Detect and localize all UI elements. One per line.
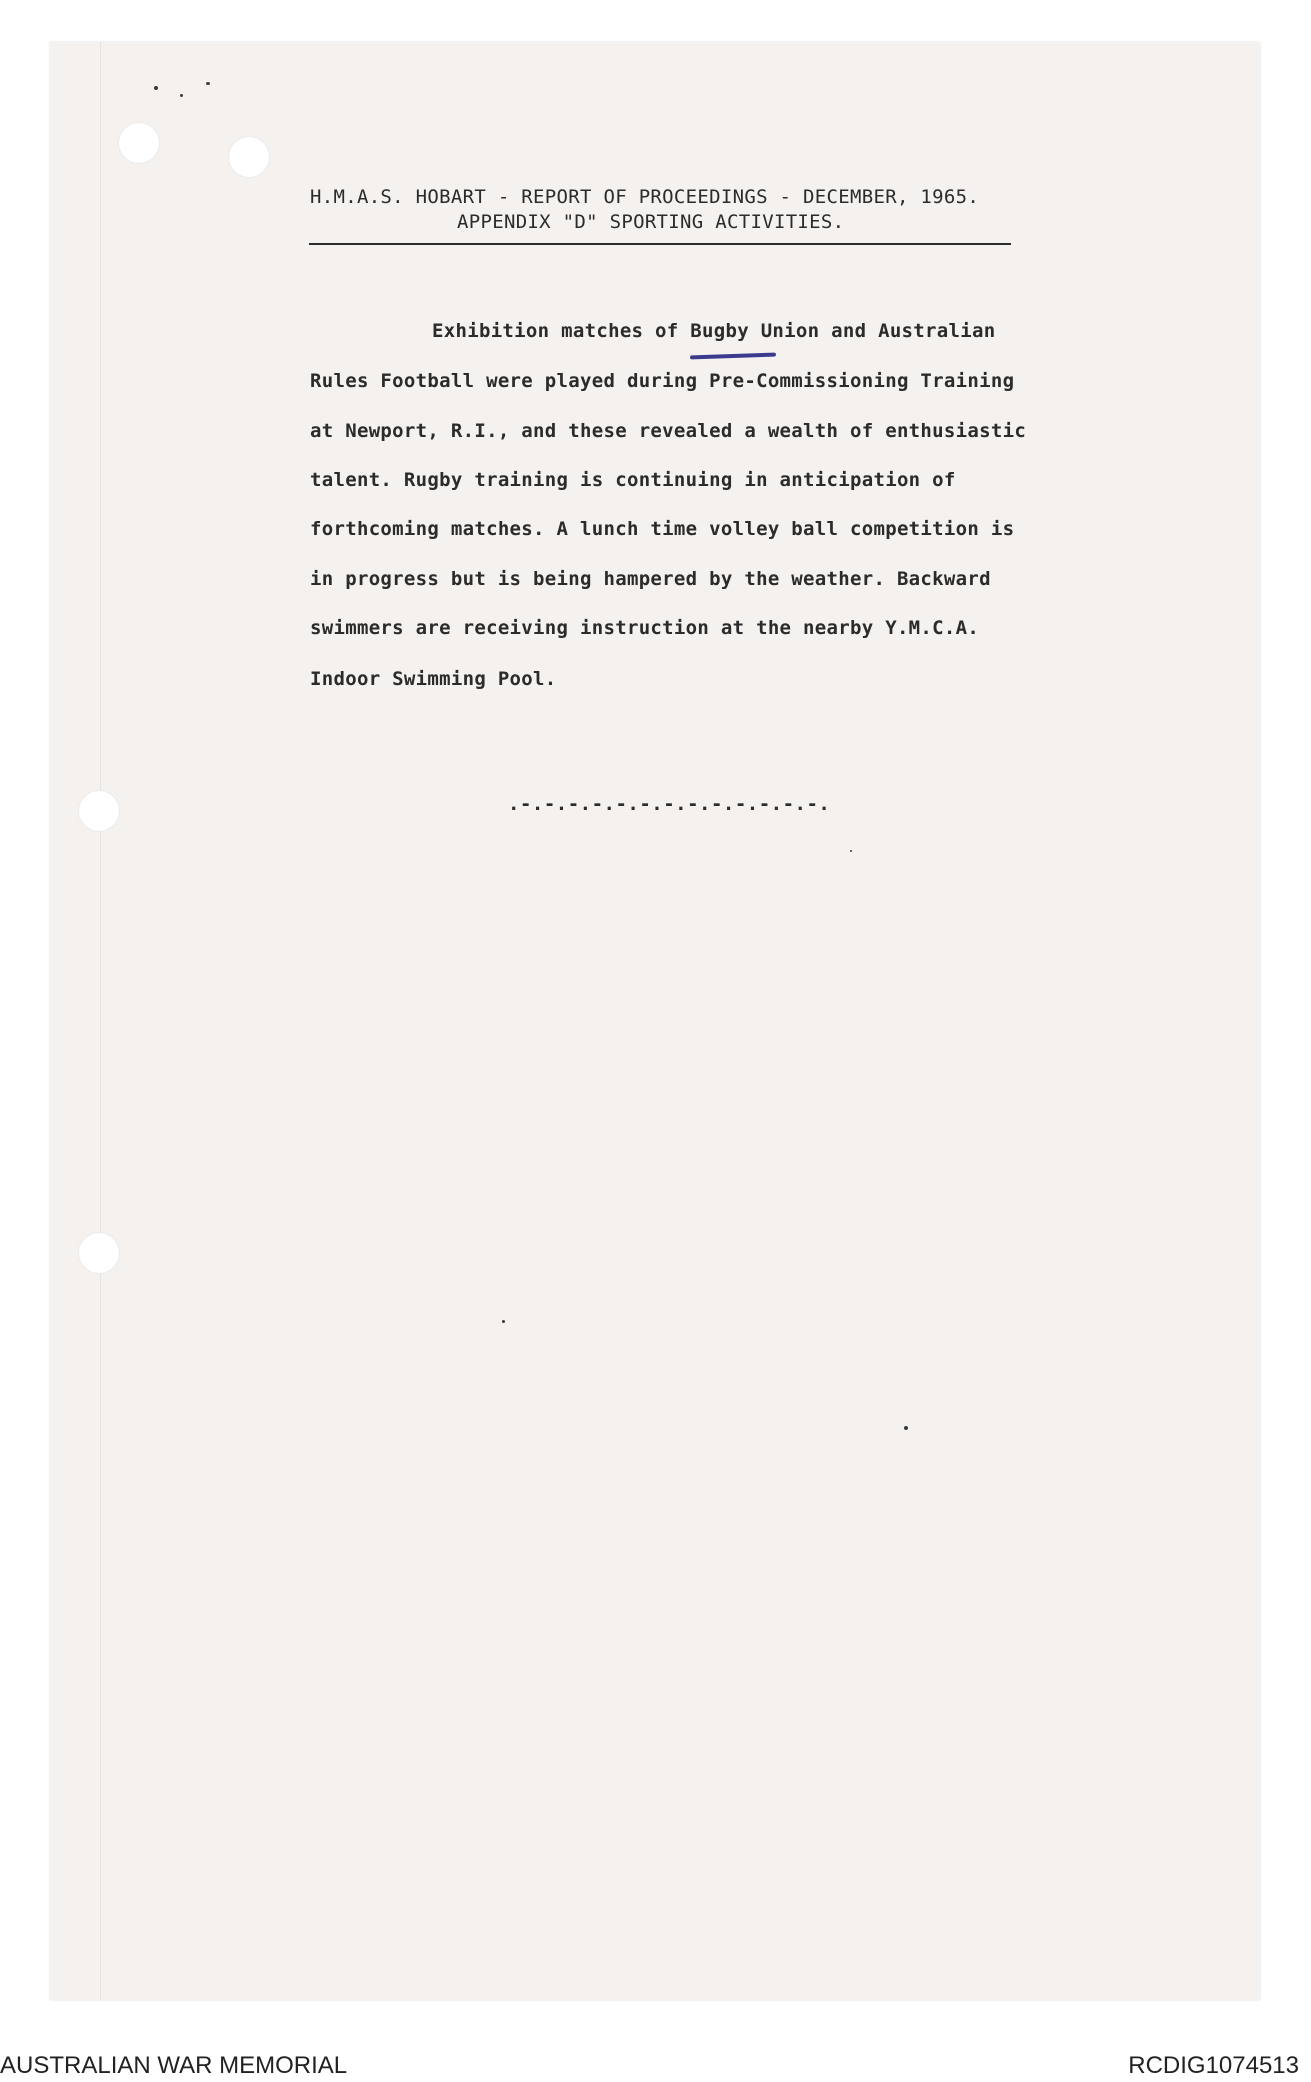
ink-speck: [154, 86, 158, 90]
body-line: swimmers are receiving instruction at the nearby Y.M.C.A.: [310, 617, 980, 639]
end-separator: .-.-.-.-.-.-.-.-.-.-.-.-.-.: [508, 793, 831, 815]
body-line: talent. Rugby training is continuing in anticipation of: [310, 469, 956, 491]
ink-speck: [502, 1320, 505, 1323]
body-line: at Newport, R.I., and these revealed a wealth of enthusiastic: [310, 420, 1027, 442]
ink-speck: [850, 850, 852, 852]
ink-speck: [904, 1426, 908, 1430]
punch-hole-bottom: [78, 1232, 120, 1274]
ink-speck: [206, 82, 210, 85]
body-line: Exhibition matches of Bugby Union and Australian: [432, 320, 996, 342]
body-line: Rules Football were played during Pre-Commissioning Training: [310, 370, 1015, 392]
archive-credit: AUSTRALIAN WAR MEMORIAL: [0, 2052, 348, 2079]
punch-hole-middle: [78, 790, 120, 832]
report-title: H.M.A.S. HOBART - REPORT OF PROCEEDINGS - DECEMBER, 1965.: [310, 186, 980, 208]
punch-hole-top: [118, 122, 160, 164]
archive-reference: RCDIG1074513: [1128, 2052, 1299, 2079]
header-underline: [309, 243, 1011, 245]
punch-hole-top-right: [228, 136, 270, 178]
body-line: Indoor Swimming Pool.: [310, 668, 557, 690]
ink-speck: [180, 94, 183, 97]
body-line: in progress but is being hampered by the weather. Backward: [310, 568, 991, 590]
appendix-title: APPENDIX "D" SPORTING ACTIVITIES.: [457, 211, 845, 233]
margin-line: [100, 42, 101, 2000]
body-line: forthcoming matches. A lunch time volley ball competition is: [310, 518, 1015, 540]
